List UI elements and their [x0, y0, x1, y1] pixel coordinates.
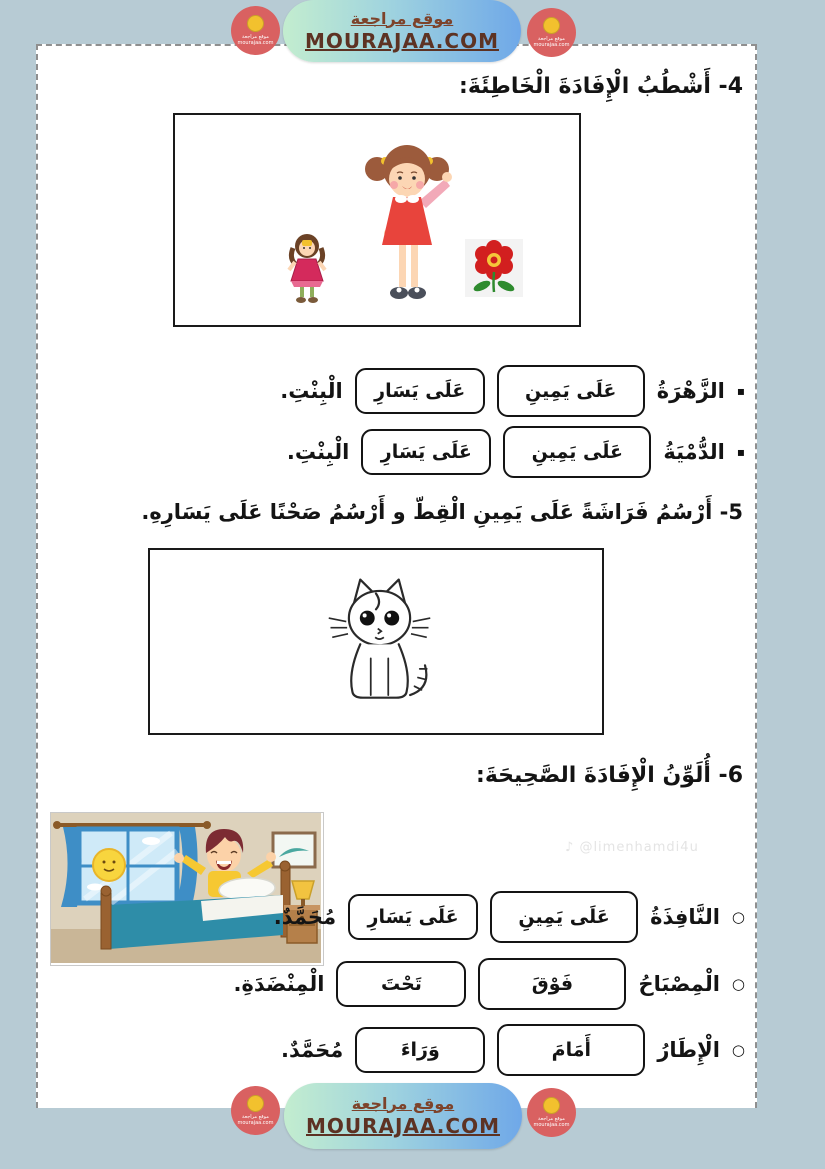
q6-row1-object: مُحَمَّدٌ.: [273, 905, 337, 929]
q4-row1-option-left[interactable]: عَلَى يَسَارِ: [355, 368, 485, 414]
q6-row2-subject: الْمِصْبَاحُ: [638, 972, 720, 996]
flower-illustration-bg: [465, 239, 523, 297]
logo-text-domain: mourajaa.com: [237, 40, 274, 46]
q6-row1-subject: النَّافِذَةُ: [650, 905, 720, 929]
header-logo-left: [231, 6, 280, 55]
q6-statement-row: [274, 888, 745, 946]
logo-text-ar: موقع مراجعة: [242, 1114, 269, 1120]
logo-text-ar: موقع مراجعة: [538, 1116, 565, 1122]
cat-illustration: [327, 574, 432, 719]
header-brand-pill: [283, 0, 521, 62]
q6-row2-option-below[interactable]: تَحْتَ: [336, 961, 466, 1007]
logo-text-ar: موقع مراجعة: [538, 36, 565, 42]
logo-text-domain: mourajaa.com: [533, 1122, 570, 1128]
logo-book-icon: [543, 17, 560, 34]
q4-row1-subject: الزَّهْرَةُ: [656, 379, 725, 403]
q4-row2-option-left[interactable]: عَلَى يَسَارِ: [361, 429, 491, 475]
circle-bullet-icon: ○: [731, 1041, 745, 1059]
q6-row3-object: مُحَمَّدٌ.: [280, 1038, 344, 1062]
doll-illustration: [281, 232, 333, 304]
q6-statement-row: [281, 1021, 745, 1079]
question-4-title: 4- أَشْطُبُ الْإِفَادَةَ الْخَاطِئَةَ:: [459, 74, 743, 99]
q6-row2-option-above[interactable]: فَوْقَ: [478, 958, 626, 1010]
logo-book-icon: [247, 1095, 264, 1112]
footer-logo-left: [231, 1086, 280, 1135]
header-site-domain-link[interactable]: MOURAJAA.COM: [305, 28, 499, 53]
q5-cat-frame: [148, 548, 604, 735]
footer-site-domain-link[interactable]: MOURAJAA.COM: [306, 1113, 500, 1138]
q6-row3-option-front[interactable]: أَمَامَ: [497, 1024, 645, 1076]
flower-illustration: [465, 239, 523, 297]
q6-row3-option-behind[interactable]: وَرَاءَ: [355, 1027, 485, 1073]
q4-row1-object: الْبِنْتِ.: [280, 379, 343, 403]
q6-row1-option-right[interactable]: عَلَى يَمِينِ: [490, 891, 638, 943]
footer-logo-right: [527, 1088, 576, 1137]
question-5-title: 5- أَرْسُمُ فَرَاشَةً عَلَى يَمِينِ الْقِطّ و أَرْسُمُ صَحْنًا عَلَى يَسَارِهِ.: [141, 500, 743, 524]
q6-row3-subject: الْإِطَارُ: [657, 1038, 720, 1062]
social-watermark: [565, 840, 699, 855]
logo-text-domain: mourajaa.com: [533, 42, 570, 48]
q4-row2-option-right[interactable]: عَلَى يَمِينِ: [503, 426, 651, 478]
header-site-name-arabic[interactable]: موقع مراجعة: [350, 8, 454, 28]
q4-statement-row: [287, 423, 745, 481]
square-bullet-icon: ▪: [736, 445, 745, 459]
q4-statement-row: [280, 362, 745, 420]
logo-book-icon: [543, 1097, 560, 1114]
square-bullet-icon: ▪: [736, 384, 745, 398]
q6-statement-row: [234, 955, 745, 1013]
footer-site-name-arabic[interactable]: موقع مراجعة: [351, 1093, 455, 1113]
q4-row2-subject: الدُّمْيَةُ: [663, 440, 725, 464]
logo-text-domain: mourajaa.com: [237, 1120, 274, 1126]
q4-illustration-frame: [173, 113, 581, 327]
header-logo-right: [527, 8, 576, 57]
logo-book-icon: [247, 15, 264, 32]
watermark-handle: @limenhamdi4u: [579, 840, 699, 855]
footer-brand-pill: [284, 1083, 522, 1149]
q6-row1-option-left[interactable]: عَلَى يَسَارِ: [348, 894, 478, 940]
music-note-icon: ♪: [565, 840, 575, 855]
q4-row1-option-right[interactable]: عَلَى يَمِينِ: [497, 365, 645, 417]
logo-text-ar: موقع مراجعة: [242, 34, 269, 40]
circle-bullet-icon: ○: [731, 908, 745, 926]
girl-illustration: [357, 141, 457, 309]
q4-row2-object: الْبِنْتِ.: [286, 440, 350, 464]
circle-bullet-icon: ○: [731, 975, 745, 993]
question-6-title: 6- أُلَوِّنُ الْإِفَادَةَ الصَّحِيحَةَ:: [476, 763, 743, 788]
q6-row2-object: الْمِنْضَدَةِ.: [233, 972, 325, 996]
